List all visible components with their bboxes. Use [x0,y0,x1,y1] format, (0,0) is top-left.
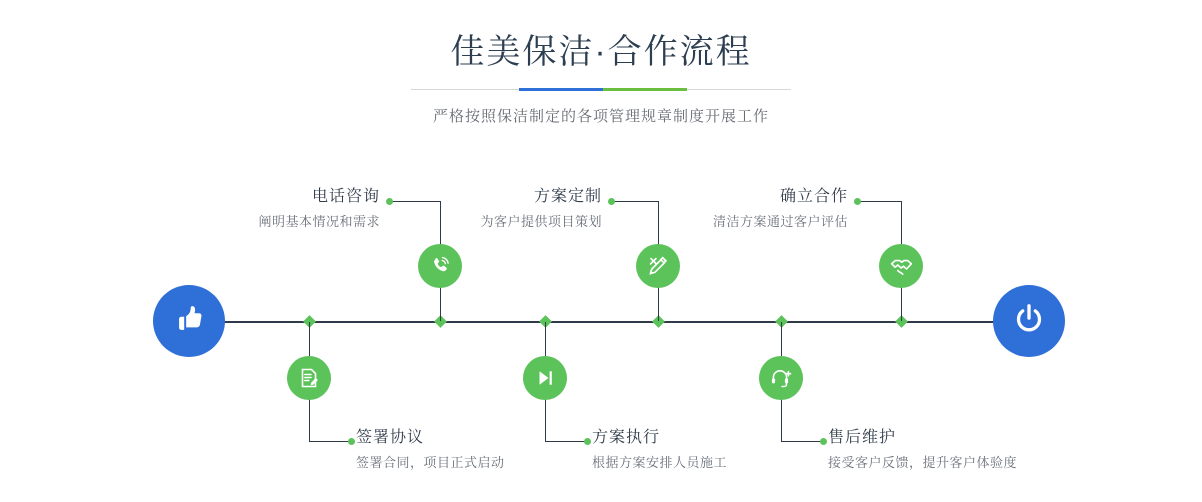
page-subtitle: 严格按照保洁制定的各项管理规章制度开展工作 [432,108,769,125]
step-title: 电话咨询 [311,188,380,205]
headset-support-icon [769,366,793,390]
step-title: 确立合作 [779,188,848,205]
step-icon-badge-1 [418,244,462,288]
step-desc: 为客户提供项目策划 [480,214,602,229]
pencil-tools-icon [646,254,670,278]
connector-dot [854,198,861,205]
step-title: 签署协议 [356,429,425,446]
connector-dot [584,438,591,445]
header [0,30,1202,126]
step-icon-badge-4 [523,356,567,400]
play-forward-icon [533,366,557,390]
step-desc: 接受客户反馈，提升客户体验度 [828,455,1018,470]
step-title: 售后维护 [828,429,897,446]
connector-arm [309,441,353,442]
timeline-start-node [153,285,225,357]
step-label-3 [380,186,602,232]
step-title: 方案定制 [533,188,602,205]
handshake-icon [889,254,914,279]
step-label-2 [356,427,616,473]
step-label-4 [592,427,852,473]
step-label-6 [828,427,1108,473]
connector-arm [781,441,825,442]
page-title: 佳美保洁·合作流程 [450,33,752,71]
divider-accent-blue [519,88,603,91]
step-desc: 清洁方案通过客户评估 [712,214,848,229]
step-icon-badge-3 [636,244,680,288]
divider-accent-green [603,88,687,91]
connector-dot [348,438,355,445]
connector-dot [820,438,827,445]
phone-call-icon [428,254,452,278]
step-label-1 [150,186,380,232]
connector-dot [608,198,615,205]
timeline-end-node [993,285,1065,357]
connector-arm [545,441,589,442]
step-icon-badge-6 [759,356,803,400]
thumbs-up-icon [172,302,206,341]
document-edit-icon [297,366,321,390]
step-desc: 根据方案安排人员施工 [592,455,728,470]
connector-arm [857,201,901,202]
step-desc: 签署合同，项目正式启动 [356,455,505,470]
step-icon-badge-5 [879,244,923,288]
step-label-5 [630,186,848,232]
power-icon [1011,301,1047,342]
step-title: 方案执行 [592,429,661,446]
step-icon-badge-2 [287,356,331,400]
title-divider [411,88,791,91]
step-desc: 阐明基本情况和需求 [258,214,380,229]
